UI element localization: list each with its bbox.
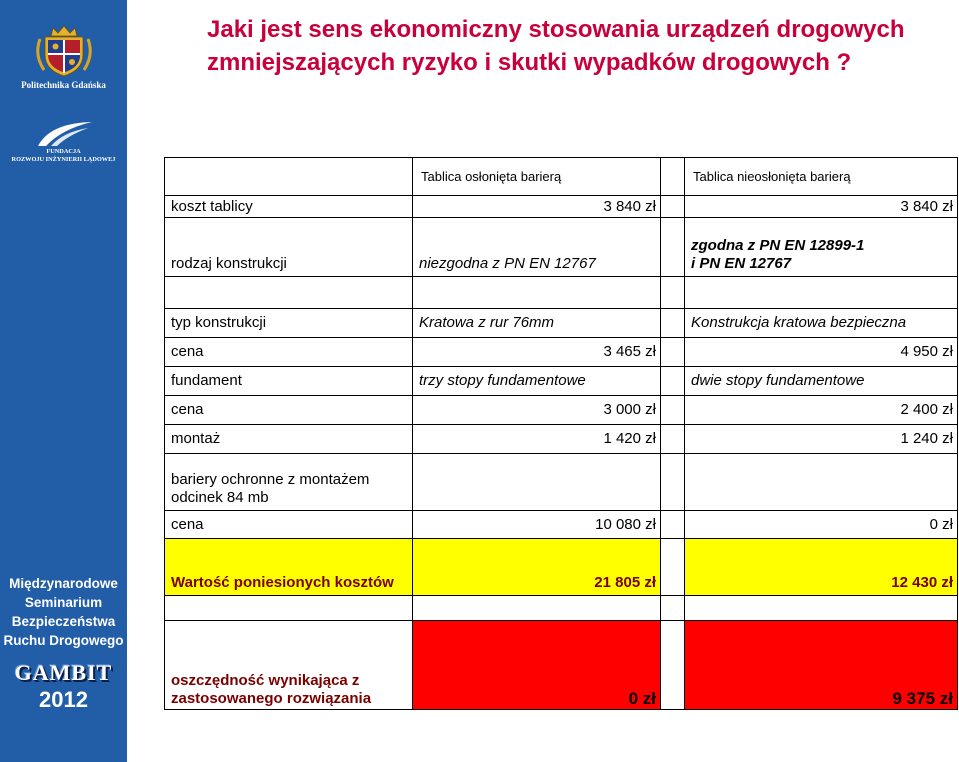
sidebar xyxy=(0,0,127,762)
empty-cell xyxy=(165,277,413,309)
row-label-line: bariery ochronne z montażem xyxy=(171,471,370,488)
spacer-row xyxy=(165,277,958,309)
row-barriers-price xyxy=(165,511,958,539)
row-savings xyxy=(165,621,958,710)
gap-cell xyxy=(661,511,685,539)
seminar-line: Międzynarodowe xyxy=(9,576,118,591)
row-label: rodzaj konstrukcji xyxy=(165,218,413,277)
header-unprotected-sign: Tablica nieosłonięta barierą xyxy=(685,158,958,196)
protected-value: 10 080 zł xyxy=(413,511,661,539)
savings-unprotected: 9 375 zł xyxy=(685,621,958,710)
cost-comparison-table xyxy=(164,157,958,710)
university-crest-icon xyxy=(33,24,95,78)
slide-title xyxy=(207,13,905,79)
seminar-line: Bezpieczeństwa xyxy=(11,614,116,629)
gap-cell xyxy=(661,309,685,338)
gap-cell xyxy=(661,454,685,511)
slide-title-line1: Jaki jest sens ekonomiczny stosowania urządzeń drogowych xyxy=(207,16,905,43)
seminar-line: Seminarium xyxy=(24,595,103,610)
unprotected-value-line: i PN EN 12767 xyxy=(691,255,792,272)
protected-value: trzy stopy fundamentowe xyxy=(413,367,661,396)
gap-cell xyxy=(661,621,685,710)
university-name: Politechnika Gdańska xyxy=(21,80,106,90)
savings-label-line: zastosowanego rozwiązania xyxy=(171,690,372,707)
row-installation xyxy=(165,425,958,454)
empty-cell xyxy=(685,454,958,511)
total-costs-label: Wartość poniesionych kosztów xyxy=(165,539,413,596)
unprotected-value-line: zgodna z PN EN 12899-1 xyxy=(691,237,865,254)
savings-label-line: oszczędność wynikająca z xyxy=(171,672,360,689)
savings-label xyxy=(165,621,413,710)
gap-cell xyxy=(661,396,685,425)
spacer-row xyxy=(165,596,958,621)
header-protected-sign: Tablica osłonięta barierą xyxy=(413,158,661,196)
row-construction-type xyxy=(165,309,958,338)
row-construction-price xyxy=(165,338,958,367)
row-label xyxy=(165,454,413,511)
gap-cell xyxy=(661,539,685,596)
gap-cell xyxy=(661,277,685,309)
gap-cell xyxy=(661,158,685,196)
row-foundation-price xyxy=(165,396,958,425)
row-sign-cost xyxy=(165,196,958,218)
foundation-name-line2: ROZWOJU INŻYNIERII LĄDOWEJ xyxy=(11,156,116,163)
total-costs-unprotected: 12 430 zł xyxy=(685,539,958,596)
row-total-costs xyxy=(165,539,958,596)
seminar-name xyxy=(0,574,127,650)
event-logo: GAMBIT xyxy=(14,660,113,685)
row-label: koszt tablicy xyxy=(165,196,413,218)
unprotected-value: 3 840 zł xyxy=(685,196,958,218)
empty-cell xyxy=(685,277,958,309)
empty-cell xyxy=(685,596,958,621)
protected-value: 3 000 zł xyxy=(413,396,661,425)
empty-cell xyxy=(413,277,661,309)
unprotected-value: 4 950 zł xyxy=(685,338,958,367)
row-label: typ konstrukcji xyxy=(165,309,413,338)
row-label: fundament xyxy=(165,367,413,396)
event-year: 2012 xyxy=(39,687,88,712)
protected-value: Kratowa z rur 76mm xyxy=(413,309,661,338)
foundation-name-line1: FUNDACJA xyxy=(46,148,81,155)
gap-cell xyxy=(661,596,685,621)
empty-cell xyxy=(413,596,661,621)
row-label-line: odcinek 84 mb xyxy=(171,489,269,506)
row-barriers xyxy=(165,454,958,511)
foundation-logo-icon xyxy=(36,119,94,147)
protected-value: 3 465 zł xyxy=(413,338,661,367)
protected-value: 3 840 zł xyxy=(413,196,661,218)
empty-cell xyxy=(413,454,661,511)
gap-cell xyxy=(661,425,685,454)
row-label: cena xyxy=(165,396,413,425)
unprotected-value: Konstrukcja kratowa bezpieczna xyxy=(685,309,958,338)
unprotected-value: 2 400 zł xyxy=(685,396,958,425)
row-label: cena xyxy=(165,338,413,367)
unprotected-value: 0 zł xyxy=(685,511,958,539)
slide-title-line2: zmniejszających ryzyko i skutki wypadków drogowych ? xyxy=(207,49,852,76)
gap-cell xyxy=(661,338,685,367)
row-label: montaż xyxy=(165,425,413,454)
unprotected-value xyxy=(685,218,958,277)
gap-cell xyxy=(661,367,685,396)
protected-value: niezgodna z PN EN 12767 xyxy=(413,218,661,277)
empty-cell xyxy=(165,596,413,621)
total-costs-protected: 21 805 zł xyxy=(413,539,661,596)
seminar-line: Ruchu Drogowego xyxy=(3,633,124,648)
row-foundation xyxy=(165,367,958,396)
header-empty-cell xyxy=(165,158,413,196)
gap-cell xyxy=(661,196,685,218)
row-label: cena xyxy=(165,511,413,539)
unprotected-value: dwie stopy fundamentowe xyxy=(685,367,958,396)
protected-value: 1 420 zł xyxy=(413,425,661,454)
gap-cell xyxy=(661,218,685,277)
header-row xyxy=(165,158,958,196)
unprotected-value: 1 240 zł xyxy=(685,425,958,454)
savings-protected: 0 zł xyxy=(413,621,661,710)
row-construction-kind xyxy=(165,218,958,277)
